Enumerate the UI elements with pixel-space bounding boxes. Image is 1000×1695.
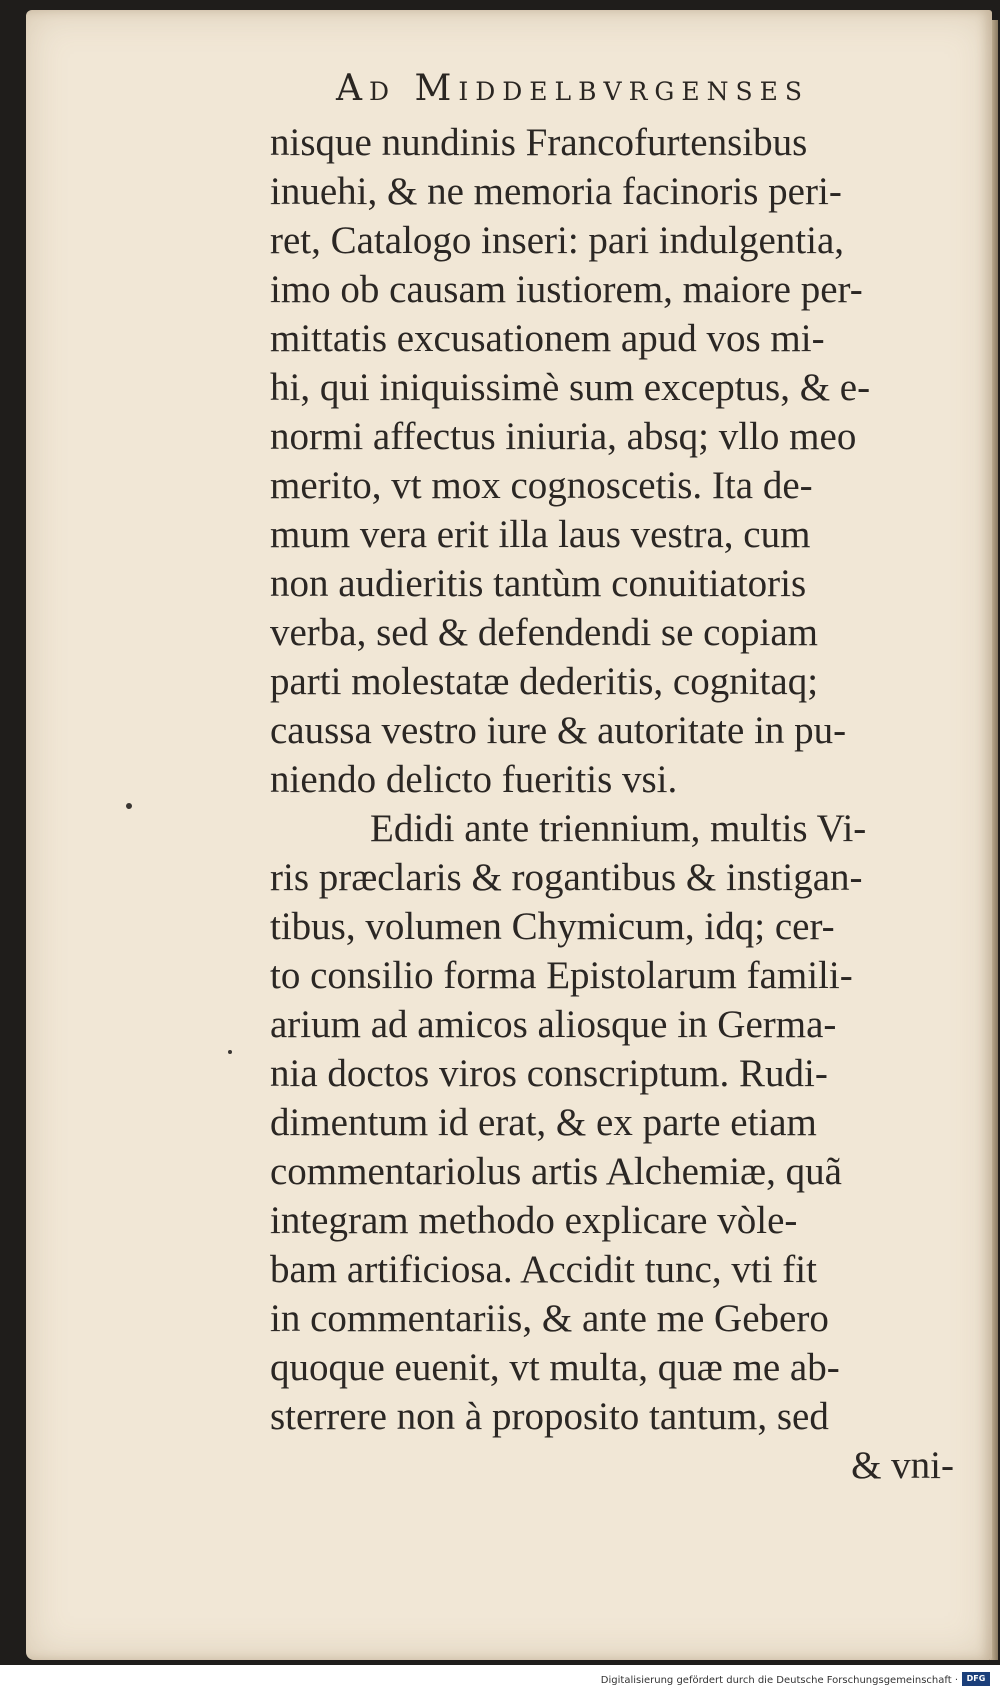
digitization-credit: Digitalisierung gefördert durch die Deutsche Forschungsgemeinschaft ·	[600, 1675, 958, 1686]
text-line: dimentum id erat, & ex parte etiam	[270, 1101, 817, 1144]
text-line: mum vera erit illa laus vestra, cum	[270, 513, 811, 556]
text-line: in commentariis, & ante me Gebero	[270, 1297, 829, 1340]
text-line: quoque euenit, vt multa, quæ me ab-	[270, 1346, 840, 1389]
text-line: nia doctos viros conscriptum. Rudi-	[270, 1052, 828, 1095]
text-line: caussa vestro iure & autoritate in pu-	[270, 709, 847, 752]
text-line: commentariolus artis Alchemiæ, quã	[270, 1150, 842, 1193]
text-line: ris præclaris & rogantibus & instigan-	[270, 856, 863, 899]
catchword: & vni-	[851, 1444, 954, 1487]
text-line: sterrere non à proposito tantum, sed	[270, 1395, 829, 1438]
text-line: niendo delicto fueritis vsi.	[270, 758, 678, 801]
text-line: hi, qui iniquissimè sum exceptus, & e-	[270, 366, 871, 409]
text-line: inuehi, & ne memoria facinoris peri-	[270, 170, 842, 213]
text-line: non audieritis tantùm conuitiatoris	[270, 562, 807, 605]
text-line: tibus, volumen Chymicum, idq; cer-	[270, 905, 835, 948]
text-line: verba, sed & defendendi se copiam	[270, 611, 818, 654]
text-line: arium ad amicos aliosque in Germa-	[270, 1003, 837, 1046]
text-line: parti molestatæ dederitis, cognitaq;	[270, 660, 819, 703]
text-line: ret, Catalogo inseri: pari indulgentia,	[270, 219, 845, 262]
body-text	[270, 118, 960, 1490]
running-head: Ad Middelbvrgenses	[336, 68, 810, 109]
text-line: nisque nundinis Francofurtensibus	[270, 121, 808, 164]
text-line: integram methodo explicare vòle-	[270, 1199, 798, 1242]
text-line: mittatis excusationem apud vos mi-	[270, 317, 825, 360]
margin-mark	[228, 1050, 232, 1054]
margin-mark	[126, 803, 132, 809]
text-line: normi affectus iniuria, absq; vllo meo	[270, 415, 857, 458]
paragraph-start-line: Edidi ante triennium, multis Vi-	[370, 807, 867, 850]
text-line: to consilio forma Epistolarum famili-	[270, 954, 853, 997]
text-line: bam artificiosa. Accidit tunc, vti fit	[270, 1248, 817, 1291]
text-line: merito, vt mox cognoscetis. Ita de-	[270, 464, 813, 507]
text-line: imo ob causam iustiorem, maiore per-	[270, 268, 863, 311]
dfg-logo: DFG	[962, 1672, 990, 1686]
